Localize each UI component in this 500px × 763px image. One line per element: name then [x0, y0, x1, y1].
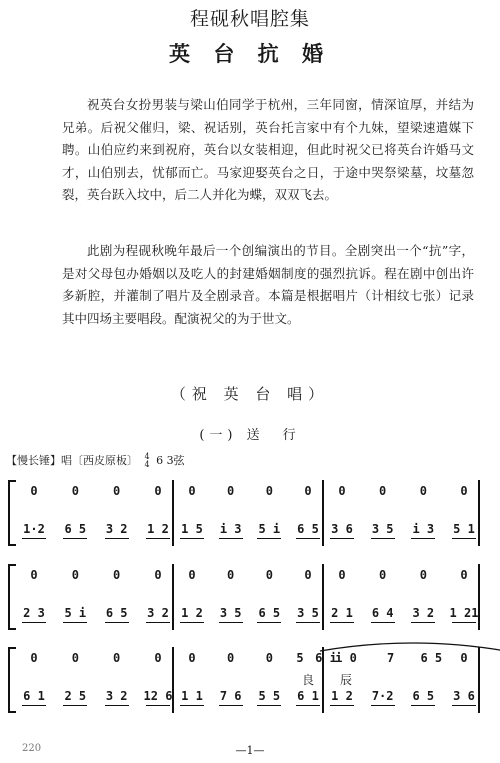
vocal-note: 5 — [296, 651, 304, 665]
accompaniment-note: 5 i — [64, 606, 87, 620]
beam-underline — [219, 622, 243, 623]
vocal-note: 0 — [419, 568, 427, 582]
accompaniment-note: 5 i — [258, 522, 281, 536]
lyric-syllable: 良 — [301, 673, 315, 687]
tempo-text: 【慢长锤】唱〔西皮原板〕 — [6, 454, 138, 467]
lyric-syllable: 辰 — [339, 673, 353, 687]
beam-underline — [146, 705, 170, 706]
accompaniment-note: 6 5 — [105, 606, 128, 620]
accompaniment-note: 1 21 — [449, 606, 479, 620]
beam-underline — [146, 622, 170, 623]
beam-underline — [257, 622, 281, 623]
beam-underline — [452, 622, 476, 623]
vocal-note: 0 — [154, 651, 162, 665]
beam-underline — [219, 538, 243, 539]
accompaniment-note: 2 1 — [331, 606, 353, 620]
vocal-note: 0 — [265, 484, 273, 498]
beam-underline — [105, 538, 129, 539]
accompaniment-note: 1 2 — [331, 689, 353, 703]
beam-underline — [371, 705, 395, 706]
vocal-note: 0 — [188, 484, 196, 498]
accompaniment-note: 6 4 — [371, 606, 394, 620]
accompaniment-note: 3 5 — [297, 606, 319, 620]
accompaniment-note: 3 5 — [371, 522, 394, 536]
beam-underline — [452, 538, 476, 539]
accompaniment-note: 12 6 — [143, 689, 173, 703]
vocal-note: 0 — [265, 651, 273, 665]
beam-underline — [63, 538, 87, 539]
vocal-note: 0 — [265, 568, 273, 582]
system-bracket — [8, 647, 16, 713]
beam-underline — [22, 538, 46, 539]
vocal-note: 0 — [304, 568, 312, 582]
vocal-note: 0 — [188, 568, 196, 582]
beam-underline — [146, 538, 170, 539]
vocal-note: 6 5 — [420, 651, 443, 665]
vocal-note: 0 — [188, 651, 196, 665]
score-system — [0, 645, 500, 725]
beam-underline — [22, 622, 46, 623]
vocal-note: 0 — [227, 568, 235, 582]
beam-underline — [330, 538, 354, 539]
system-bracket — [8, 564, 16, 630]
vocal-note: 0 — [113, 568, 121, 582]
vocal-note: 0 — [71, 484, 79, 498]
beam-underline — [411, 538, 435, 539]
beam-underline — [411, 622, 435, 623]
accompaniment-note: 6 1 — [23, 689, 45, 703]
accompaniment-note: 5 5 — [258, 689, 281, 703]
accompaniment-note: 6 5 — [297, 522, 319, 536]
beam-underline — [296, 622, 320, 623]
beam-underline — [411, 705, 435, 706]
accompaniment-note: 3 2 — [412, 606, 435, 620]
accompaniment-note: 3 2 — [147, 606, 169, 620]
beam-underline — [330, 705, 354, 706]
vocal-note: 0 — [460, 568, 468, 582]
barline — [478, 647, 480, 713]
barline — [322, 564, 324, 630]
accompaniment-note: 2 5 — [64, 689, 87, 703]
vocal-note: 0 — [338, 568, 346, 582]
beam-underline — [63, 705, 87, 706]
score-system — [0, 562, 500, 642]
accompaniment-note: 6 5 — [412, 689, 435, 703]
beam-underline — [180, 622, 204, 623]
vocal-note: 0 — [71, 568, 79, 582]
system-bracket — [8, 480, 16, 546]
accompaniment-note: 7·2 — [371, 689, 394, 703]
accompaniment-note: i 3 — [412, 522, 435, 536]
vocal-note: 0 — [30, 484, 38, 498]
time-signature — [145, 453, 150, 469]
time-signature-top: 4 — [144, 452, 150, 461]
corner-mark: 220 — [22, 743, 42, 754]
accompaniment-note: 1 2 — [181, 606, 203, 620]
beam-underline — [257, 705, 281, 706]
key-marking: 6 3弦 — [156, 454, 185, 467]
vocal-note: 0 — [379, 484, 387, 498]
vocal-note: 0 — [154, 484, 162, 498]
slur-mark — [318, 639, 500, 653]
beam-underline — [180, 538, 204, 539]
accompaniment-note: 1 5 — [181, 522, 203, 536]
accompaniment-note: 3 2 — [105, 522, 128, 536]
vocal-note: 0 — [460, 484, 468, 498]
beam-underline — [257, 538, 281, 539]
tempo-marking — [6, 452, 185, 469]
beam-underline — [371, 538, 395, 539]
beam-underline — [180, 705, 204, 706]
beam-underline — [22, 705, 46, 706]
vocal-note: 0 — [379, 568, 387, 582]
accompaniment-note: 6 1 — [297, 689, 319, 703]
barline — [322, 480, 324, 546]
accompaniment-note: 3 6 — [331, 522, 353, 536]
time-signature-bottom: 4 — [144, 460, 150, 469]
intro-paragraph-1: 祝英台女扮男装与梁山伯同学于杭州，三年同窗，情深谊厚，并结为兄弟。后祝父催归，梁、祝话别，英台托言家中有个九妹，望梁速遣媒下聘。山伯应约来到祝府，英台以女装相迎，但此时祝父已将英台许婚马文才，山伯别去，忧郁而亡。马家迎娶英台之日，于途中哭祭梁墓，坟墓忽裂，英台跃入坟中，后二人并化为蝶，双双飞去。 — [62, 97, 474, 202]
vocal-note: 0 — [113, 651, 121, 665]
vocal-note: 0 — [419, 484, 427, 498]
accompaniment-note: 1 1 — [181, 689, 203, 703]
vocal-note: 0 — [71, 651, 79, 665]
vocal-note: 6 i — [315, 651, 337, 665]
beam-underline — [371, 622, 395, 623]
accompaniment-note: 5 1 — [453, 522, 475, 536]
vocal-note: 0 — [30, 568, 38, 582]
intro-paragraph-2: 此剧为程砚秋晚年最后一个创编演出的节目。全剧突出一个“抗”字，是对父母包办婚姻以及吃人的封建婚姻制度的强烈抗诉。程在剧中创出许多新腔，并灌制了唱片及全剧录音。本篇是根据唱片（计相纹七张）记录其中四场主要唱段。配演祝父的为于世文。 — [62, 243, 474, 326]
vocal-note: 7 — [387, 651, 395, 665]
role-heading: （祝 英 台 唱） — [170, 385, 330, 403]
beam-underline — [296, 538, 320, 539]
accompaniment-note: i 3 — [219, 522, 242, 536]
running-head: 程砚秋唱腔集 — [189, 8, 310, 30]
page-number: —1— — [235, 744, 265, 757]
beam-underline — [63, 622, 87, 623]
accompaniment-note: 3 5 — [219, 606, 242, 620]
beam-underline — [105, 622, 129, 623]
barline — [172, 564, 174, 630]
accompaniment-note: 6 5 — [64, 522, 87, 536]
accompaniment-note: 1 2 — [147, 522, 169, 536]
piece-title: 英 台 抗 婚 — [169, 41, 331, 66]
beam-underline — [105, 705, 129, 706]
beam-underline — [296, 705, 320, 706]
vocal-note: 0 — [227, 484, 235, 498]
beam-underline — [330, 622, 354, 623]
accompaniment-note: 6 5 — [258, 606, 281, 620]
scene-heading: (一) 送 行 — [199, 428, 301, 443]
beam-underline — [219, 705, 243, 706]
vocal-note: 0 — [304, 484, 312, 498]
vocal-note: 0 — [227, 651, 235, 665]
vocal-note: i 0 — [335, 651, 357, 665]
score-system — [0, 478, 500, 558]
accompaniment-note: 2 3 — [23, 606, 45, 620]
barline — [478, 564, 480, 630]
barline — [172, 647, 174, 713]
vocal-note: 0 — [338, 484, 346, 498]
accompaniment-note: 7 6 — [219, 689, 242, 703]
accompaniment-note: 3 6 — [453, 689, 475, 703]
vocal-note: 0 — [30, 651, 38, 665]
barline — [478, 480, 480, 546]
barline — [172, 480, 174, 546]
vocal-note: 0 — [460, 651, 468, 665]
accompaniment-note: 3 2 — [105, 689, 128, 703]
accompaniment-note: 1·2 — [23, 522, 45, 536]
beam-underline — [452, 705, 476, 706]
vocal-note: 0 — [154, 568, 162, 582]
vocal-note: 0 — [113, 484, 121, 498]
